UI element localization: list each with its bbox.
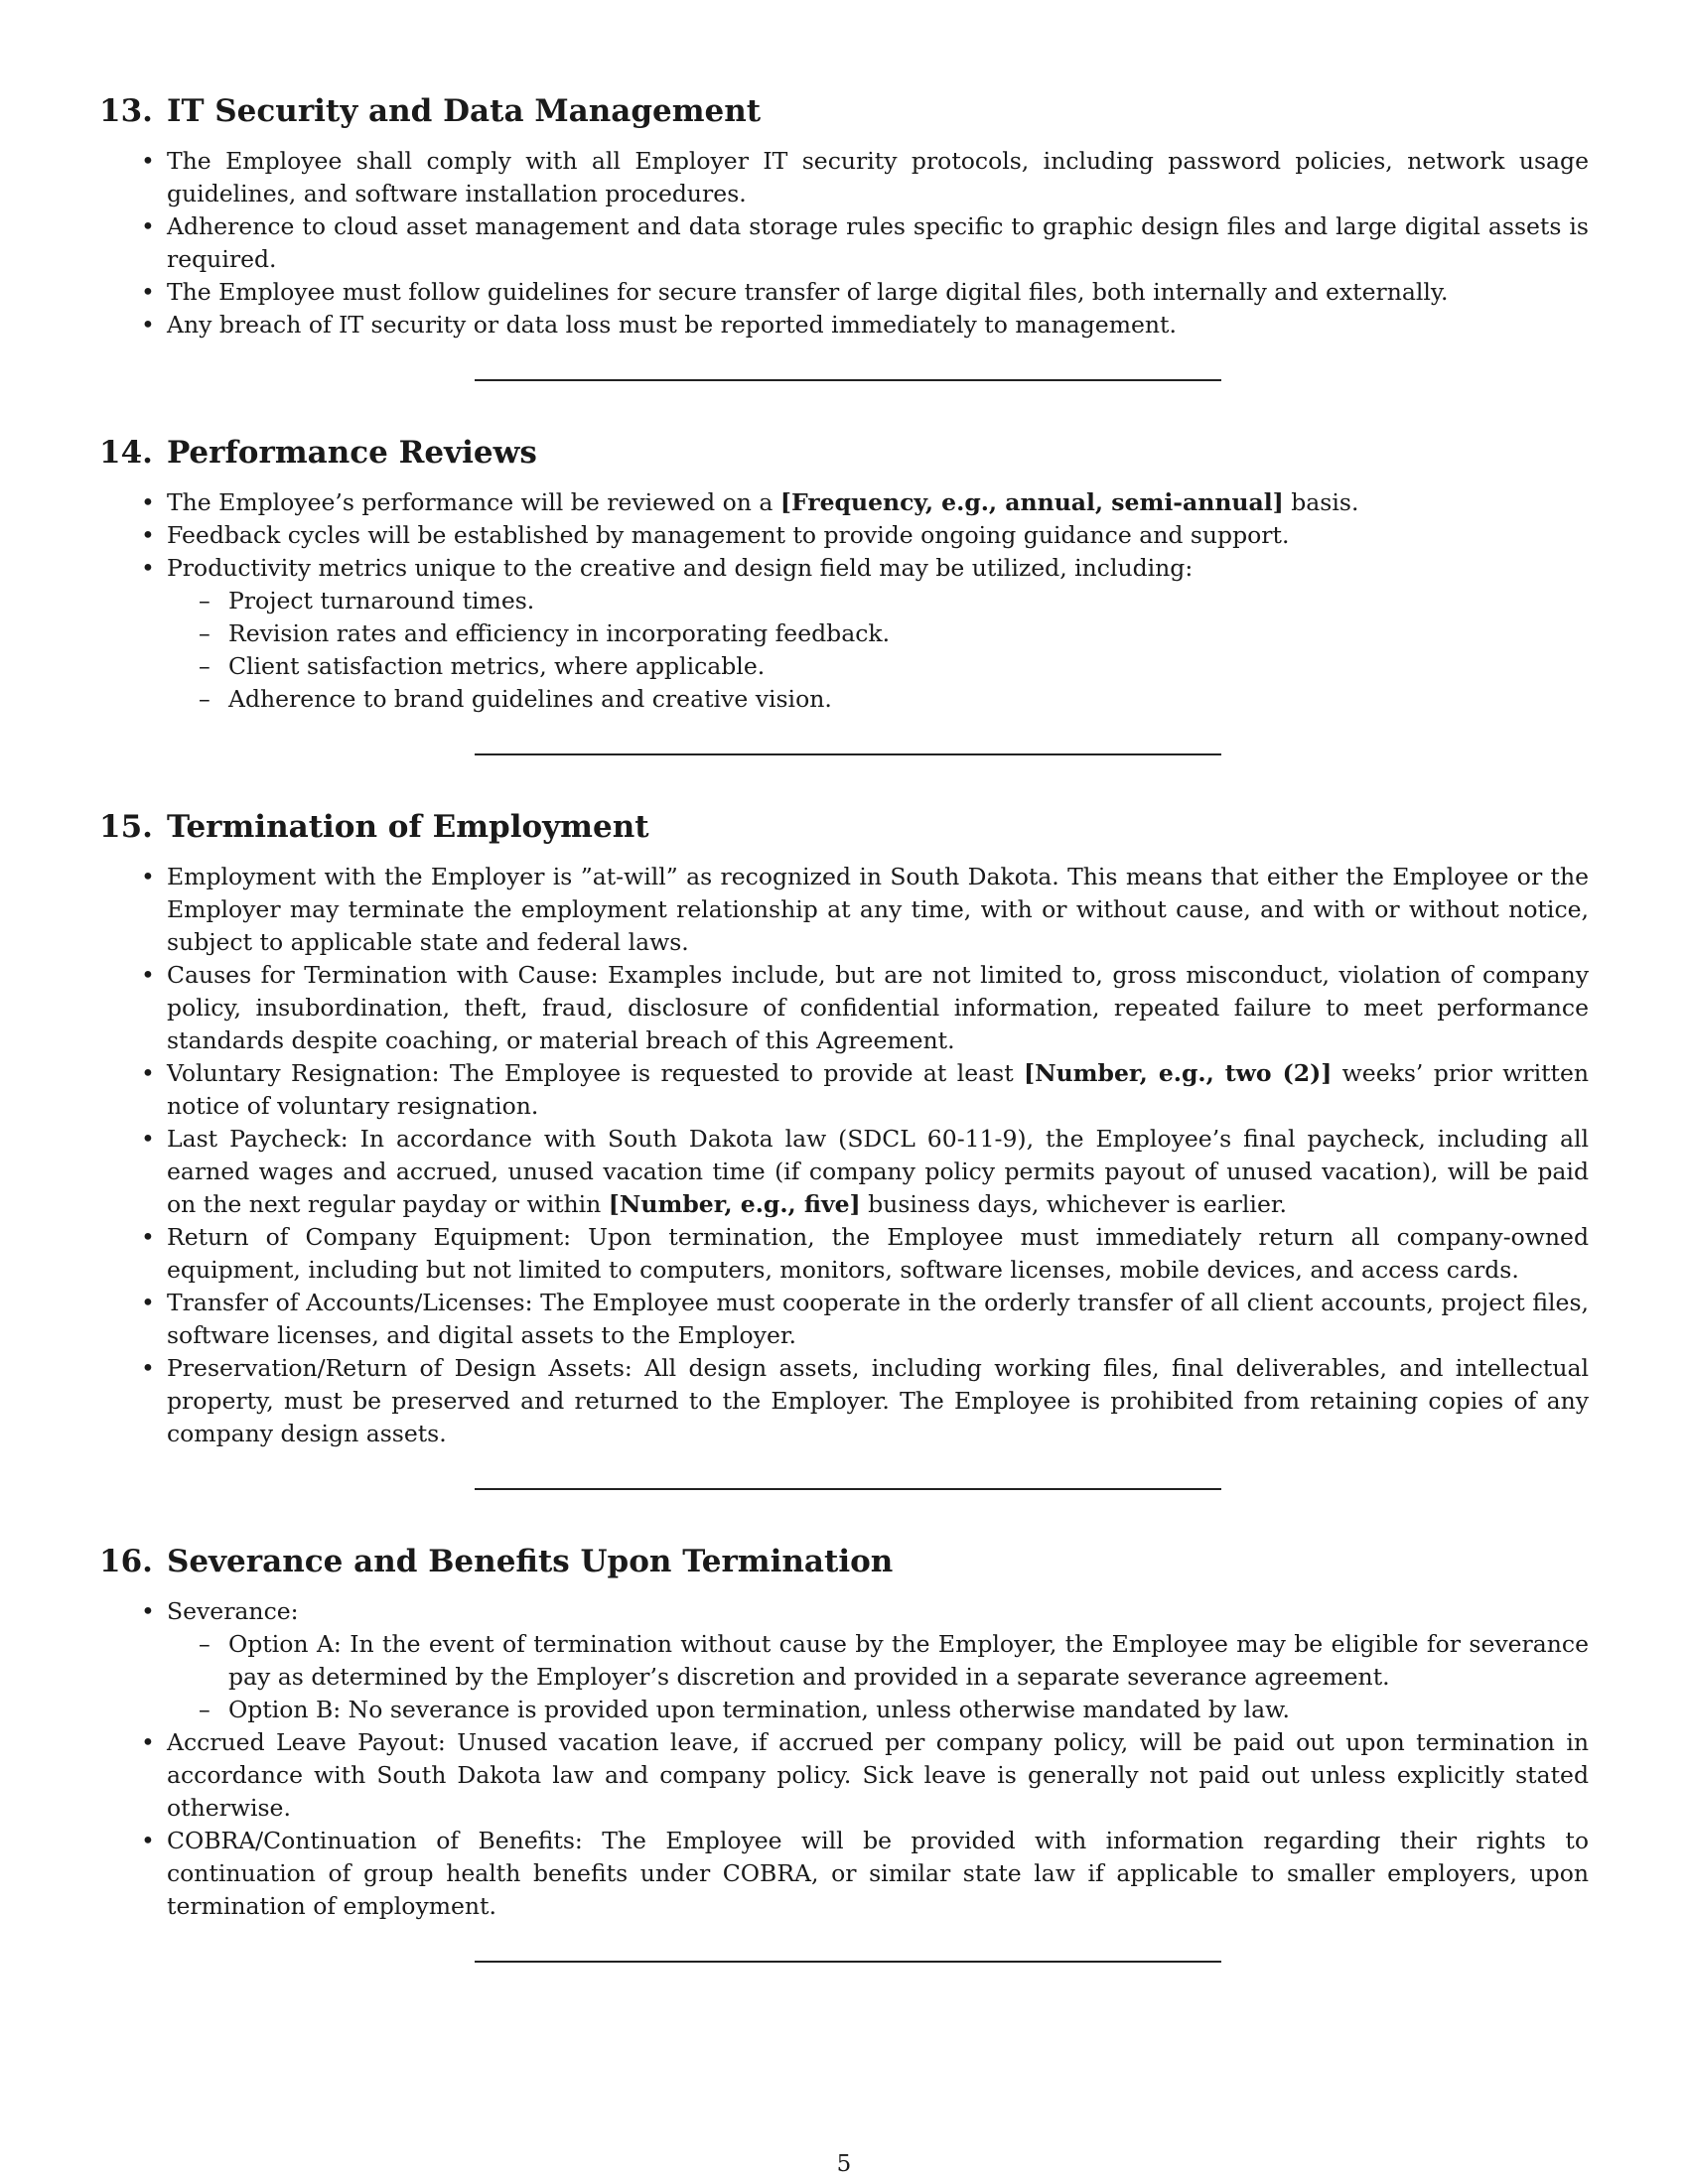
sub-list — [167, 585, 1589, 716]
section-16 — [99, 1542, 1589, 1923]
sub-list-item: – Revision rates and efficiency in incorporating feedback. — [228, 617, 1589, 650]
section-heading: 14. Performance Reviews — [99, 435, 537, 471]
list-item: • Any breach of IT security or data loss must be reported immediately to management. — [167, 309, 1589, 341]
list-item: • Preservation/Return of Design Assets: All design assets, including working files, final deliverables, and intellectual property, must be preserved and returned to the Employer. The Employee is prohibited from retaining copies of any company design assets. — [167, 1352, 1589, 1450]
section-13 — [99, 91, 1589, 341]
list-item: • Severance: – Option A: In the event of termination without cause by the Employer, the Employee may be eligible for severance pay as determined by the Employer’s discretion and provided in a separate severance agreement. – Option B: No severance is provided upon termination, unless otherwise mandated by law. — [167, 1595, 1589, 1726]
bullet-list — [99, 486, 1589, 716]
section-heading: 15. Termination of Employment — [99, 809, 649, 845]
section-title: IT Security and Data Management — [166, 93, 762, 129]
page-number: 5 — [836, 2151, 852, 2177]
bullet-list — [99, 861, 1589, 1450]
list-item: • Causes for Termination with Cause: Examples include, but are not limited to, gross misconduct, violation of company policy, insubordination, theft, fraud, disclosure of confidential information, repeated failure to meet performance standards despite coaching, or material breach of this Agreement. — [167, 959, 1589, 1057]
placeholder-field: [Number, e.g., five] — [608, 1190, 861, 1218]
sub-list-item: – Option A: In the event of termination without cause by the Employer, the Employee may be eligible for severance pay as determined by the Employer’s discretion and provided in a separate severance agreement. — [228, 1628, 1589, 1694]
sub-list — [167, 1628, 1589, 1726]
section-15 — [99, 807, 1589, 1450]
list-item: • The Employee shall comply with all Employer IT security protocols, including password policies, network usage guidelines, and software installation procedures. — [167, 145, 1589, 210]
sub-list-item: – Adherence to brand guidelines and creative vision. — [228, 683, 1589, 716]
document-page — [99, 91, 1589, 2014]
list-item: • The Employee’s performance will be reviewed on a [Frequency, e.g., annual, semi-annual] basis. — [167, 486, 1589, 519]
bullet-list — [99, 145, 1589, 341]
section-heading: 16. Severance and Benefits Upon Termination — [99, 1544, 894, 1579]
list-item: • Return of Company Equipment: Upon termination, the Employee must immediately return all company-owned equipment, including but not limited to computers, monitors, software licenses, mobile devices, and access cards. — [167, 1221, 1589, 1287]
list-item: • Feedback cycles will be established by management to provide ongoing guidance and support. — [167, 519, 1589, 552]
list-item: • The Employee must follow guidelines for secure transfer of large digital files, both internally and externally. — [167, 276, 1589, 309]
section-title: Termination of Employment — [166, 809, 649, 845]
list-item: • Employment with the Employer is ”at-will” as recognized in South Dakota. This means that either the Employee or the Employer may terminate the employment relationship at any time, with or without cause, and with or without notice, subject to applicable state and federal laws. — [167, 861, 1589, 959]
section-heading: 13. IT Security and Data Management — [99, 93, 762, 129]
section-14 — [99, 433, 1589, 716]
list-item: • COBRA/Continuation of Benefits: The Employee will be provided with information regarding their rights to continuation of group health benefits under COBRA, or similar state law if applicable to smaller employers, upon termination of employment. — [167, 1825, 1589, 1923]
bullet-list — [99, 1595, 1589, 1923]
sub-list-item: – Option B: No severance is provided upon termination, unless otherwise mandated by law. — [228, 1694, 1589, 1726]
section-divider — [475, 1488, 1221, 1490]
list-item: • Accrued Leave Payout: Unused vacation leave, if accrued per company policy, will be paid out upon termination in accordance with South Dakota law and company policy. Sick leave is generally not paid out unless explicitly stated otherwise. — [167, 1726, 1589, 1825]
sub-list-item: – Client satisfaction metrics, where applicable. — [228, 650, 1589, 683]
list-item: • Voluntary Resignation: The Employee is requested to provide at least [Number, e.g., two (2)] weeks’ prior written notice of voluntary resignation. — [167, 1057, 1589, 1123]
list-item: • Adherence to cloud asset management and data storage rules specific to graphic design files and large digital assets is required. — [167, 210, 1589, 276]
list-item: • Last Paycheck: In accordance with South Dakota law (SDCL 60-11-9), the Employee’s final paycheck, including all earned wages and accrued, unused vacation time (if company policy permits payout of unused vacation), will be paid on the next regular payday or within [Number, e.g., five] business days, whichever is earlier. — [167, 1123, 1589, 1221]
section-title: Performance Reviews — [166, 435, 537, 471]
list-item: • Transfer of Accounts/Licenses: The Employee must cooperate in the orderly transfer of all client accounts, project files, software licenses, and digital assets to the Employer. — [167, 1287, 1589, 1352]
section-divider — [475, 753, 1221, 755]
section-title: Severance and Benefits Upon Termination — [166, 1544, 894, 1579]
sub-list-item: – Project turnaround times. — [228, 585, 1589, 617]
list-item: • Productivity metrics unique to the creative and design field may be utilized, including: – Project turnaround times. – Revision rates and efficiency in incorporating feedback. – Client satisfaction metrics, where applicable. – Adherence to brand guidelines and creative vision. — [167, 552, 1589, 716]
placeholder-field: [Number, e.g., two (2)] — [1023, 1059, 1333, 1087]
section-divider — [475, 1961, 1221, 1963]
section-divider — [475, 379, 1221, 381]
placeholder-field: [Frequency, e.g., annual, semi-annual] — [779, 488, 1284, 516]
